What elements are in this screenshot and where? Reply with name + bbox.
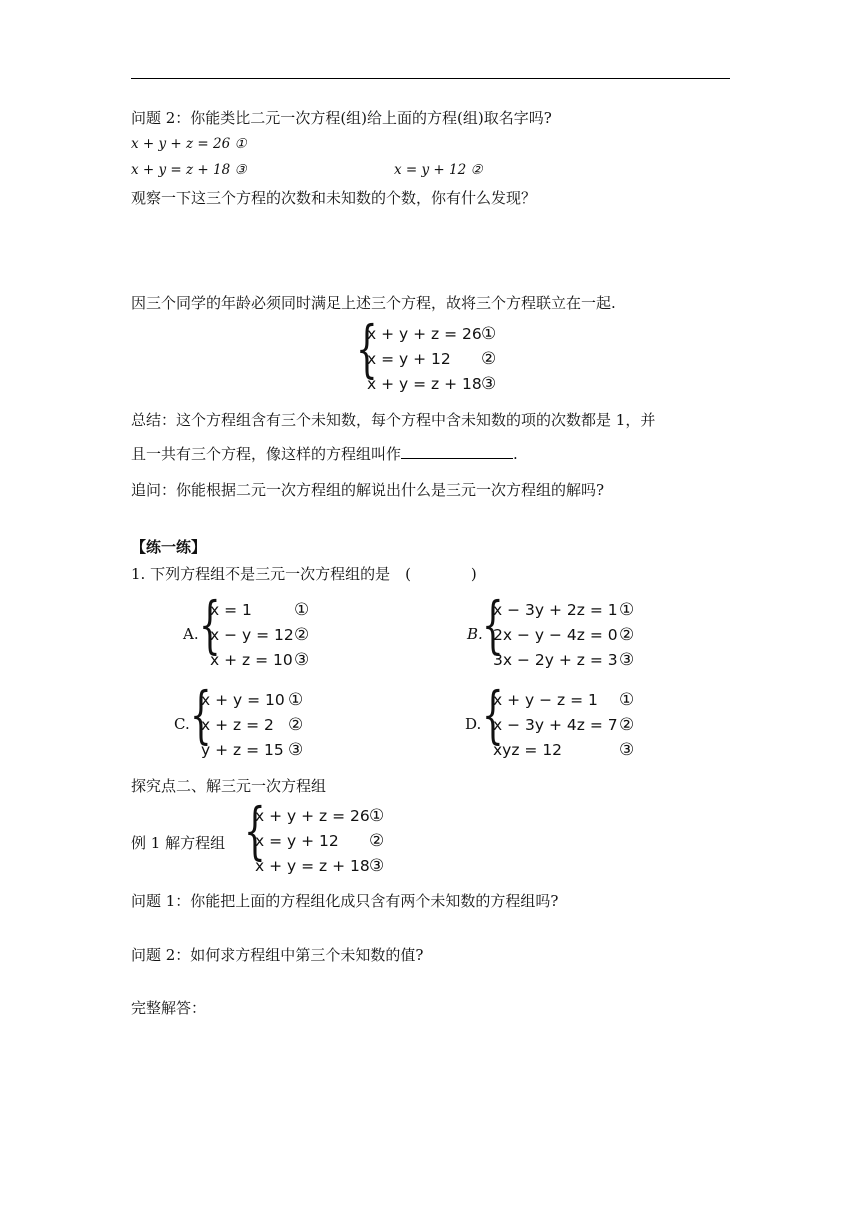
- option-a-equation-1: x = 1 ①: [210, 600, 310, 620]
- option-b-equation-1: x − 3y + 2z = 1 ①: [493, 600, 635, 620]
- explore-point-2: 探究点二、解三元一次方程组: [131, 777, 327, 795]
- q2-prompt: 问题 2：你能类比二元一次方程(组)给上面的方程(组)取名字吗?: [131, 109, 552, 127]
- system-equation-2: x = y + 12 ②: [367, 349, 497, 369]
- full-answer-label: 完整解答：: [131, 999, 207, 1017]
- observe-prompt: 观察一下这三个方程的次数和未知数的个数，你有什么发现？: [131, 189, 537, 207]
- summary-line-1: 总结：这个方程组含有三个未知数，每个方程中含未知数的项的次数都是 1，并: [131, 411, 656, 429]
- left-brace-icon: {: [244, 794, 266, 867]
- summary-line-2: 且一共有三个方程，像这样的方程组叫作 .: [131, 445, 518, 463]
- option-a-equation-3: x + z = 10 ③: [210, 650, 310, 670]
- left-brace-icon: {: [190, 678, 212, 751]
- left-brace-icon: {: [482, 678, 504, 751]
- practice-title: 【练一练】: [131, 538, 207, 556]
- option-c-label: C.: [174, 715, 190, 733]
- option-d-equation-1: x + y − z = 1 ①: [493, 690, 635, 710]
- system-equation-3: x + y = z + 18 ③: [367, 374, 497, 394]
- question-1: 问题 1：你能把上面的方程组化成只含有两个未知数的方程组吗?: [131, 892, 559, 910]
- option-b-label: B.: [467, 625, 483, 643]
- option-b-equation-3: 3x − 2y + z = 3 ③: [493, 650, 635, 670]
- practice-question-1: 1. 下列方程组不是三元一次方程组的是 ( ): [131, 565, 477, 583]
- left-brace-icon: {: [199, 588, 221, 661]
- option-c-equation-3: y + z = 15 ③: [201, 740, 304, 760]
- equation-3-plain: x + y = z + 18 ③: [131, 162, 247, 178]
- option-c-equation-1: x + y = 10 ①: [201, 690, 304, 710]
- left-brace-icon: {: [356, 312, 378, 385]
- example-equation-1: x + y + z = 26 ①: [255, 806, 385, 826]
- system-equation-1: x + y + z = 26 ①: [367, 324, 497, 344]
- option-a-label: A.: [183, 625, 199, 643]
- question-2: 问题 2：如何求方程组中第三个未知数的值?: [131, 946, 424, 964]
- equation-1-plain: x + y + z = 26 ①: [131, 136, 247, 152]
- example-equation-2: x = y + 12 ②: [255, 831, 385, 851]
- header-rule: [131, 78, 730, 79]
- option-a-equation-2: x − y = 12 ②: [210, 625, 310, 645]
- equation-2-plain: x = y + 12 ②: [394, 162, 483, 178]
- option-d-label: D.: [465, 715, 482, 733]
- option-b-equation-2: 2x − y − 4z = 0 ②: [493, 625, 635, 645]
- because-text: 因三个同学的年龄必须同时满足上述三个方程，故将三个方程联立在一起.: [131, 294, 616, 312]
- follow-up-question: 追问：你能根据二元一次方程组的解说出什么是三元一次方程组的解吗?: [131, 481, 605, 499]
- left-brace-icon: {: [482, 588, 504, 661]
- fill-in-blank[interactable]: [401, 444, 513, 459]
- example-equation-3: x + y = z + 18 ③: [255, 856, 385, 876]
- option-c-equation-2: x + z = 2 ②: [201, 715, 304, 735]
- option-d-equation-2: x − 3y + 4z = 7 ②: [493, 715, 635, 735]
- option-d-equation-3: xyz = 12 ③: [493, 740, 635, 760]
- example-1-label: 例 1 解方程组: [131, 834, 226, 852]
